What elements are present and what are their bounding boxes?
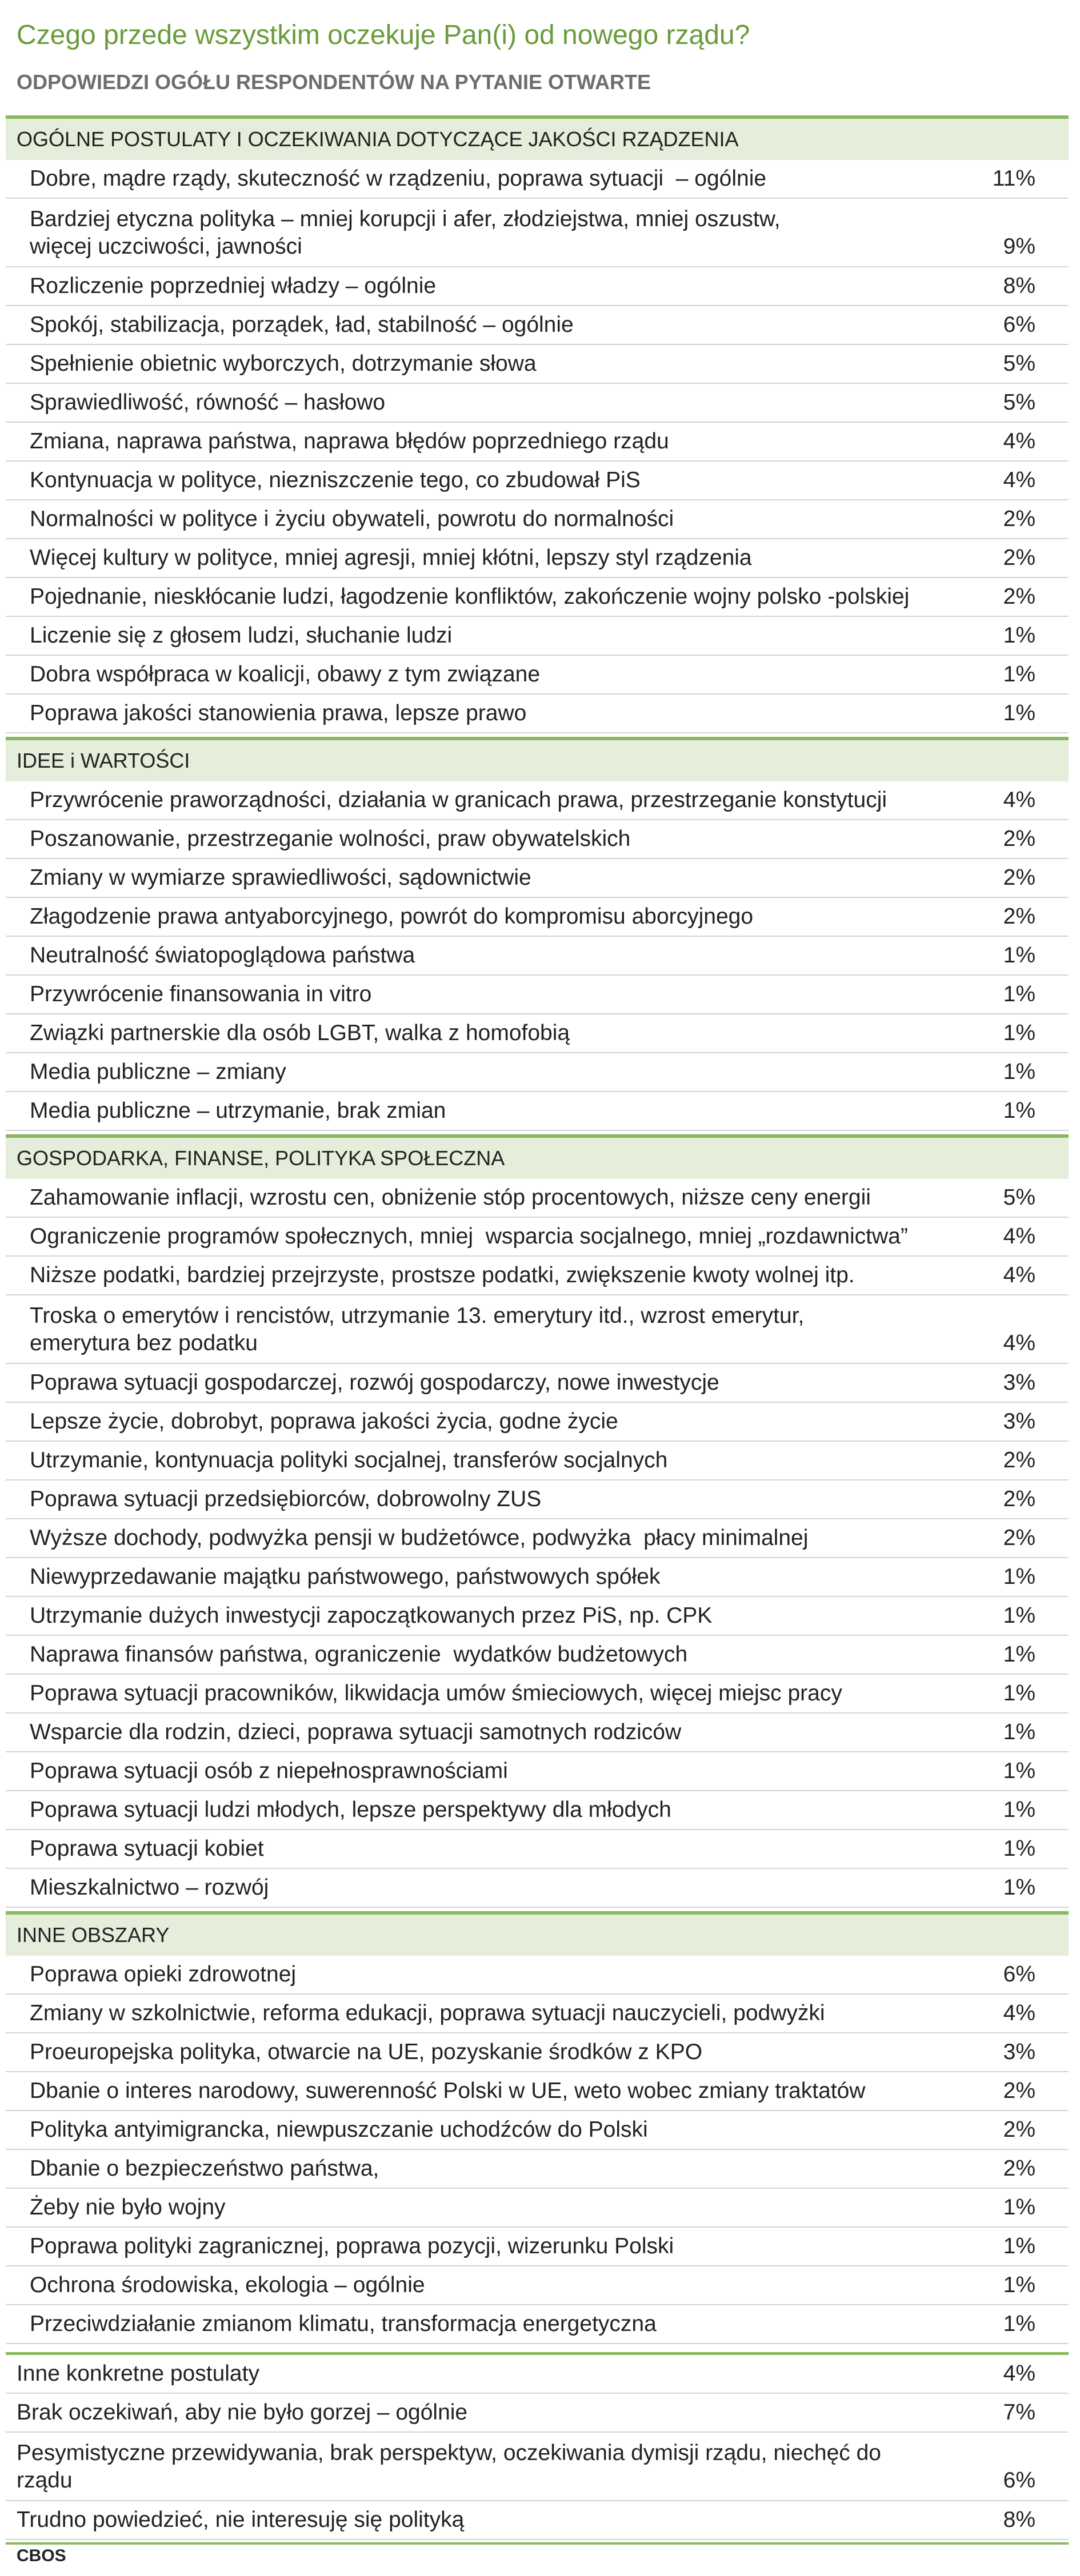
row-label: Dbanie o interes narodowy, suwerenność Polski w UE, weto wobec zmiany traktatów	[30, 2079, 866, 2103]
row-label: Inne konkretne postulaty	[17, 2361, 259, 2386]
table-row	[6, 1597, 1069, 1636]
results-table	[6, 115, 1069, 2540]
row-value: 1%	[1003, 1720, 1035, 1744]
table-row	[6, 267, 1069, 306]
row-label: Normalności w polityce i życiu obywateli, powrotu do normalności	[30, 507, 674, 531]
row-label: Neutralność światopoglądowa państwa	[30, 943, 415, 968]
row-value: 1%	[1003, 982, 1035, 1006]
row-value: 4%	[1003, 2361, 1035, 2386]
table-row	[6, 937, 1069, 976]
row-value: 4%	[1003, 468, 1035, 492]
row-value: 1%	[1003, 2195, 1035, 2220]
row-value: 2%	[1003, 2079, 1035, 2103]
row-label: Utrzymanie dużych inwestycji zapoczątkowanych przez PiS, np. CPK	[30, 1603, 713, 1628]
row-label: Poprawa sytuacji kobiet	[30, 1836, 264, 1861]
section-ideas-values	[6, 737, 1069, 1131]
row-value: 3%	[1003, 1370, 1035, 1395]
table-row	[6, 1995, 1069, 2033]
row-label: Poprawa jakości stanowienia prawa, lepsze prawo	[30, 701, 527, 725]
row-label: Kontynuacja w polityce, niezniszczenie tego, co zbudował PiS	[30, 468, 641, 492]
row-label: Polityka antyimigrancka, niewpuszczanie uchodźców do Polski	[30, 2117, 648, 2142]
table-row	[6, 898, 1069, 937]
table-row	[6, 859, 1069, 898]
row-value: 1%	[1003, 701, 1035, 725]
row-label: Zmiany w szkolnictwie, reforma edukacji, poprawa sytuacji nauczycieli, podwyżki	[30, 2001, 825, 2025]
section-header: INNE OBSZARY	[6, 1911, 1069, 1956]
row-value: 1%	[1003, 943, 1035, 968]
section-header: IDEE i WARTOŚCI	[6, 737, 1069, 781]
row-value: 1%	[1003, 2234, 1035, 2258]
row-label: Utrzymanie, kontynuacja polityki socjalnej, transferów socjalnych	[30, 1448, 668, 1472]
row-label: Trudno powiedzieć, nie interesuję się polityką	[17, 2507, 465, 2532]
row-label: Zmiany w wymiarze sprawiedliwości, sądownictwie	[30, 865, 531, 890]
row-value: 2%	[1003, 1448, 1035, 1472]
row-label: Pesymistyczne przewidywania, brak perspektyw, oczekiwania dymisji rządu, niechęć do rządu	[17, 2441, 881, 2493]
table-row	[6, 500, 1069, 539]
section-header: OGÓLNE POSTULATY I OCZEKIWANIA DOTYCZĄCE JAKOŚCI RZĄDZENIA	[6, 115, 1069, 160]
row-label: Poprawa opieki zdrowotnej	[30, 1962, 297, 1987]
table-row	[6, 384, 1069, 423]
row-value: 5%	[1003, 390, 1035, 415]
row-value: 8%	[1003, 2507, 1035, 2532]
row-value: 2%	[1003, 1487, 1035, 1511]
row-label: Media publiczne – utrzymanie, brak zmian	[30, 1098, 446, 1123]
row-label: Sprawiedliwość, równość – hasłowo	[30, 390, 386, 415]
row-label: Pojednanie, nieskłócanie ludzi, łagodzenie konfliktów, zakończenie wojny polsko -polskiej	[30, 584, 910, 609]
row-value: 1%	[1003, 1642, 1035, 1667]
table-row	[6, 1092, 1069, 1131]
row-label: Przywrócenie finansowania in vitro	[30, 982, 372, 1006]
table-row	[6, 462, 1069, 500]
row-label: Związki partnerskie dla osób LGBT, walka z homofobią	[30, 1021, 570, 1045]
table-row	[6, 1636, 1069, 1675]
table-row	[6, 1791, 1069, 1830]
table-row	[6, 820, 1069, 859]
chart-subtitle: ODPOWIEDZI OGÓŁU RESPONDENTÓW NA PYTANIE OTWARTE	[17, 70, 651, 94]
table-row	[6, 2033, 1069, 2072]
table-row	[6, 1218, 1069, 1257]
table-row	[6, 306, 1069, 345]
row-label: Dbanie o bezpieczeństwo państwa,	[30, 2156, 379, 2181]
row-value: 6%	[1003, 2468, 1035, 2493]
row-value: 1%	[1003, 1564, 1035, 1589]
row-value: 4%	[1003, 1263, 1035, 1287]
table-row	[6, 1403, 1069, 1442]
table-row	[6, 976, 1069, 1014]
section-general-postulates	[6, 115, 1069, 733]
row-label: Troska o emerytów i rencistów, utrzymanie 13. emerytury itd., wzrost emerytur, emerytura bez podatku	[30, 1303, 805, 1355]
row-value: 1%	[1003, 1021, 1035, 1045]
row-label: Bardziej etyczna polityka – mniej korupcji i afer, złodziejstwa, mniej oszustw, więcej uczciwości, jawności	[30, 207, 781, 259]
row-value: 1%	[1003, 2273, 1035, 2297]
row-value: 6%	[1003, 312, 1035, 337]
table-row	[6, 2072, 1069, 2111]
table-row	[6, 2501, 1069, 2540]
table-row	[6, 1179, 1069, 1218]
table-row	[6, 423, 1069, 462]
table-row	[6, 1675, 1069, 1714]
row-value: 1%	[1003, 1797, 1035, 1822]
table-row	[6, 2355, 1069, 2394]
table-row	[6, 578, 1069, 617]
table-row	[6, 1558, 1069, 1597]
row-value: 9%	[1003, 234, 1035, 259]
section-economy-finance-social	[6, 1134, 1069, 1908]
row-value: 7%	[1003, 2400, 1035, 2425]
row-value: 2%	[1003, 507, 1035, 531]
row-value: 8%	[1003, 274, 1035, 298]
table-row	[6, 1295, 1069, 1364]
table-row	[6, 1442, 1069, 1480]
row-value: 4%	[1003, 1224, 1035, 1249]
row-value: 11%	[992, 166, 1035, 191]
table-row	[6, 656, 1069, 695]
table-row	[6, 345, 1069, 384]
table-row	[6, 2433, 1069, 2501]
row-label: Poprawa polityki zagranicznej, poprawa pozycji, wizerunku Polski	[30, 2234, 674, 2258]
table-row	[6, 2266, 1069, 2305]
row-value: 1%	[1003, 1098, 1035, 1123]
table-row	[6, 1714, 1069, 1752]
row-value: 3%	[1003, 1409, 1035, 1434]
row-value: 2%	[1003, 545, 1035, 570]
row-value: 2%	[1003, 865, 1035, 890]
row-label: Naprawa finansów państwa, ograniczenie wydatków budżetowych	[30, 1642, 688, 1667]
row-value: 5%	[1003, 351, 1035, 376]
row-label: Poszanowanie, przestrzeganie wolności, praw obywatelskich	[30, 826, 631, 851]
other-responses-block	[6, 2352, 1069, 2540]
row-label: Spokój, stabilizacja, porządek, ład, stabilność – ogólnie	[30, 312, 574, 337]
row-value: 1%	[1003, 1060, 1035, 1084]
section-other-areas	[6, 1911, 1069, 2344]
table-row	[6, 695, 1069, 733]
table-row	[6, 1869, 1069, 1908]
table-row	[6, 2150, 1069, 2189]
row-label: Brak oczekiwań, aby nie było gorzej – ogólnie	[17, 2400, 468, 2425]
table-row	[6, 160, 1069, 199]
row-value: 4%	[1003, 788, 1035, 812]
row-label: Przeciwdziałanie zmianom klimatu, transformacja energetyczna	[30, 2312, 657, 2336]
row-value: 1%	[1003, 1759, 1035, 1783]
row-label: Liczenie się z głosem ludzi, słuchanie ludzi	[30, 623, 453, 648]
row-label: Żeby nie było wojny	[30, 2195, 226, 2220]
row-label: Więcej kultury w polityce, mniej agresji, mniej kłótni, lepszy styl rządzenia	[30, 545, 752, 570]
row-value: 2%	[1003, 2156, 1035, 2181]
table-row	[6, 2111, 1069, 2150]
row-value: 2%	[1003, 584, 1035, 609]
row-value: 4%	[1003, 429, 1035, 454]
row-label: Poprawa sytuacji osób z niepełnosprawnościami	[30, 1759, 508, 1783]
row-label: Spełnienie obietnic wyborczych, dotrzymanie słowa	[30, 351, 537, 376]
table-row	[6, 1257, 1069, 1295]
row-label: Niższe podatki, bardziej przejrzyste, prostsze podatki, zwiększenie kwoty wolnej itp.	[30, 1263, 855, 1287]
row-label: Poprawa sytuacji gospodarczej, rozwój gospodarczy, nowe inwestycje	[30, 1370, 719, 1395]
row-label: Złagodzenie prawa antyaborcyjnego, powrót do kompromisu aborcyjnego	[30, 904, 754, 929]
table-row	[6, 1519, 1069, 1558]
row-value: 2%	[1003, 1526, 1035, 1550]
row-value: 1%	[1003, 1836, 1035, 1861]
row-label: Wyższe dochody, podwyżka pensji w budżetówce, podwyżka płacy minimalnej	[30, 1526, 809, 1550]
table-row	[6, 617, 1069, 656]
row-value: 4%	[1003, 1331, 1035, 1355]
table-row	[6, 1752, 1069, 1791]
row-label: Poprawa sytuacji przedsiębiorców, dobrowolny ZUS	[30, 1487, 542, 1511]
row-value: 2%	[1003, 2117, 1035, 2142]
row-label: Proeuropejska polityka, otwarcie na UE, pozyskanie środków z KPO	[30, 2040, 703, 2064]
row-label: Zmiana, naprawa państwa, naprawa błędów poprzedniego rządu	[30, 429, 669, 454]
table-row	[6, 2305, 1069, 2344]
row-label: Mieszkalnictwo – rozwój	[30, 1875, 269, 1900]
table-row	[6, 2228, 1069, 2266]
table-row	[6, 2394, 1069, 2433]
table-row	[6, 1480, 1069, 1519]
table-row	[6, 781, 1069, 820]
table-row	[6, 1956, 1069, 1995]
row-label: Ochrona środowiska, ekologia – ogólnie	[30, 2273, 425, 2297]
row-value: 3%	[1003, 2040, 1035, 2064]
row-label: Niewyprzedawanie majątku państwowego, państwowych spółek	[30, 1564, 661, 1589]
row-value: 1%	[1003, 1875, 1035, 1900]
table-row	[6, 1014, 1069, 1053]
row-label: Dobra współpraca w koalicji, obawy z tym związane	[30, 662, 541, 687]
footer	[6, 2542, 1069, 2567]
row-value: 1%	[1003, 2312, 1035, 2336]
chart-title: Czego przede wszystkim oczekuje Pan(i) od nowego rządu?	[17, 20, 750, 50]
row-label: Zahamowanie inflacji, wzrostu cen, obniżenie stóp procentowych, niższe ceny energii	[30, 1185, 871, 1210]
row-label: Rozliczenie poprzedniej władzy – ogólnie	[30, 274, 437, 298]
table-row	[6, 539, 1069, 578]
row-label: Wsparcie dla rodzin, dzieci, poprawa sytuacji samotnych rodziców	[30, 1720, 682, 1744]
row-label: Dobre, mądre rządy, skuteczność w rządzeniu, poprawa sytuacji – ogólnie	[30, 166, 767, 191]
row-value: 1%	[1003, 662, 1035, 687]
row-label: Przywrócenie praworządności, działania w granicach prawa, przestrzeganie konstytucji	[30, 788, 887, 812]
table-row	[6, 1053, 1069, 1092]
row-value: 2%	[1003, 904, 1035, 929]
row-value: 1%	[1003, 1603, 1035, 1628]
row-value: 1%	[1003, 1681, 1035, 1706]
section-header: GOSPODARKA, FINANSE, POLITYKA SPOŁECZNA	[6, 1134, 1069, 1179]
row-label: Lepsze życie, dobrobyt, poprawa jakości życia, godne życie	[30, 1409, 618, 1434]
row-label: Poprawa sytuacji ludzi młodych, lepsze perspektywy dla młodych	[30, 1797, 671, 1822]
table-row	[6, 1830, 1069, 1869]
row-value: 4%	[1003, 2001, 1035, 2025]
row-label: Media publiczne – zmiany	[30, 1060, 286, 1084]
row-value: 6%	[1003, 1962, 1035, 1987]
row-value: 2%	[1003, 826, 1035, 851]
table-row	[6, 2189, 1069, 2228]
table-row	[6, 199, 1069, 267]
source-label: CBOS	[17, 2546, 66, 2565]
row-value: 1%	[1003, 623, 1035, 648]
table-row	[6, 1364, 1069, 1403]
row-label: Ograniczenie programów społecznych, mniej wsparcia socjalnego, mniej „rozdawnictwa”	[30, 1224, 908, 1249]
row-value: 5%	[1003, 1185, 1035, 1210]
row-label: Poprawa sytuacji pracowników, likwidacja umów śmieciowych, więcej miejsc pracy	[30, 1681, 842, 1706]
